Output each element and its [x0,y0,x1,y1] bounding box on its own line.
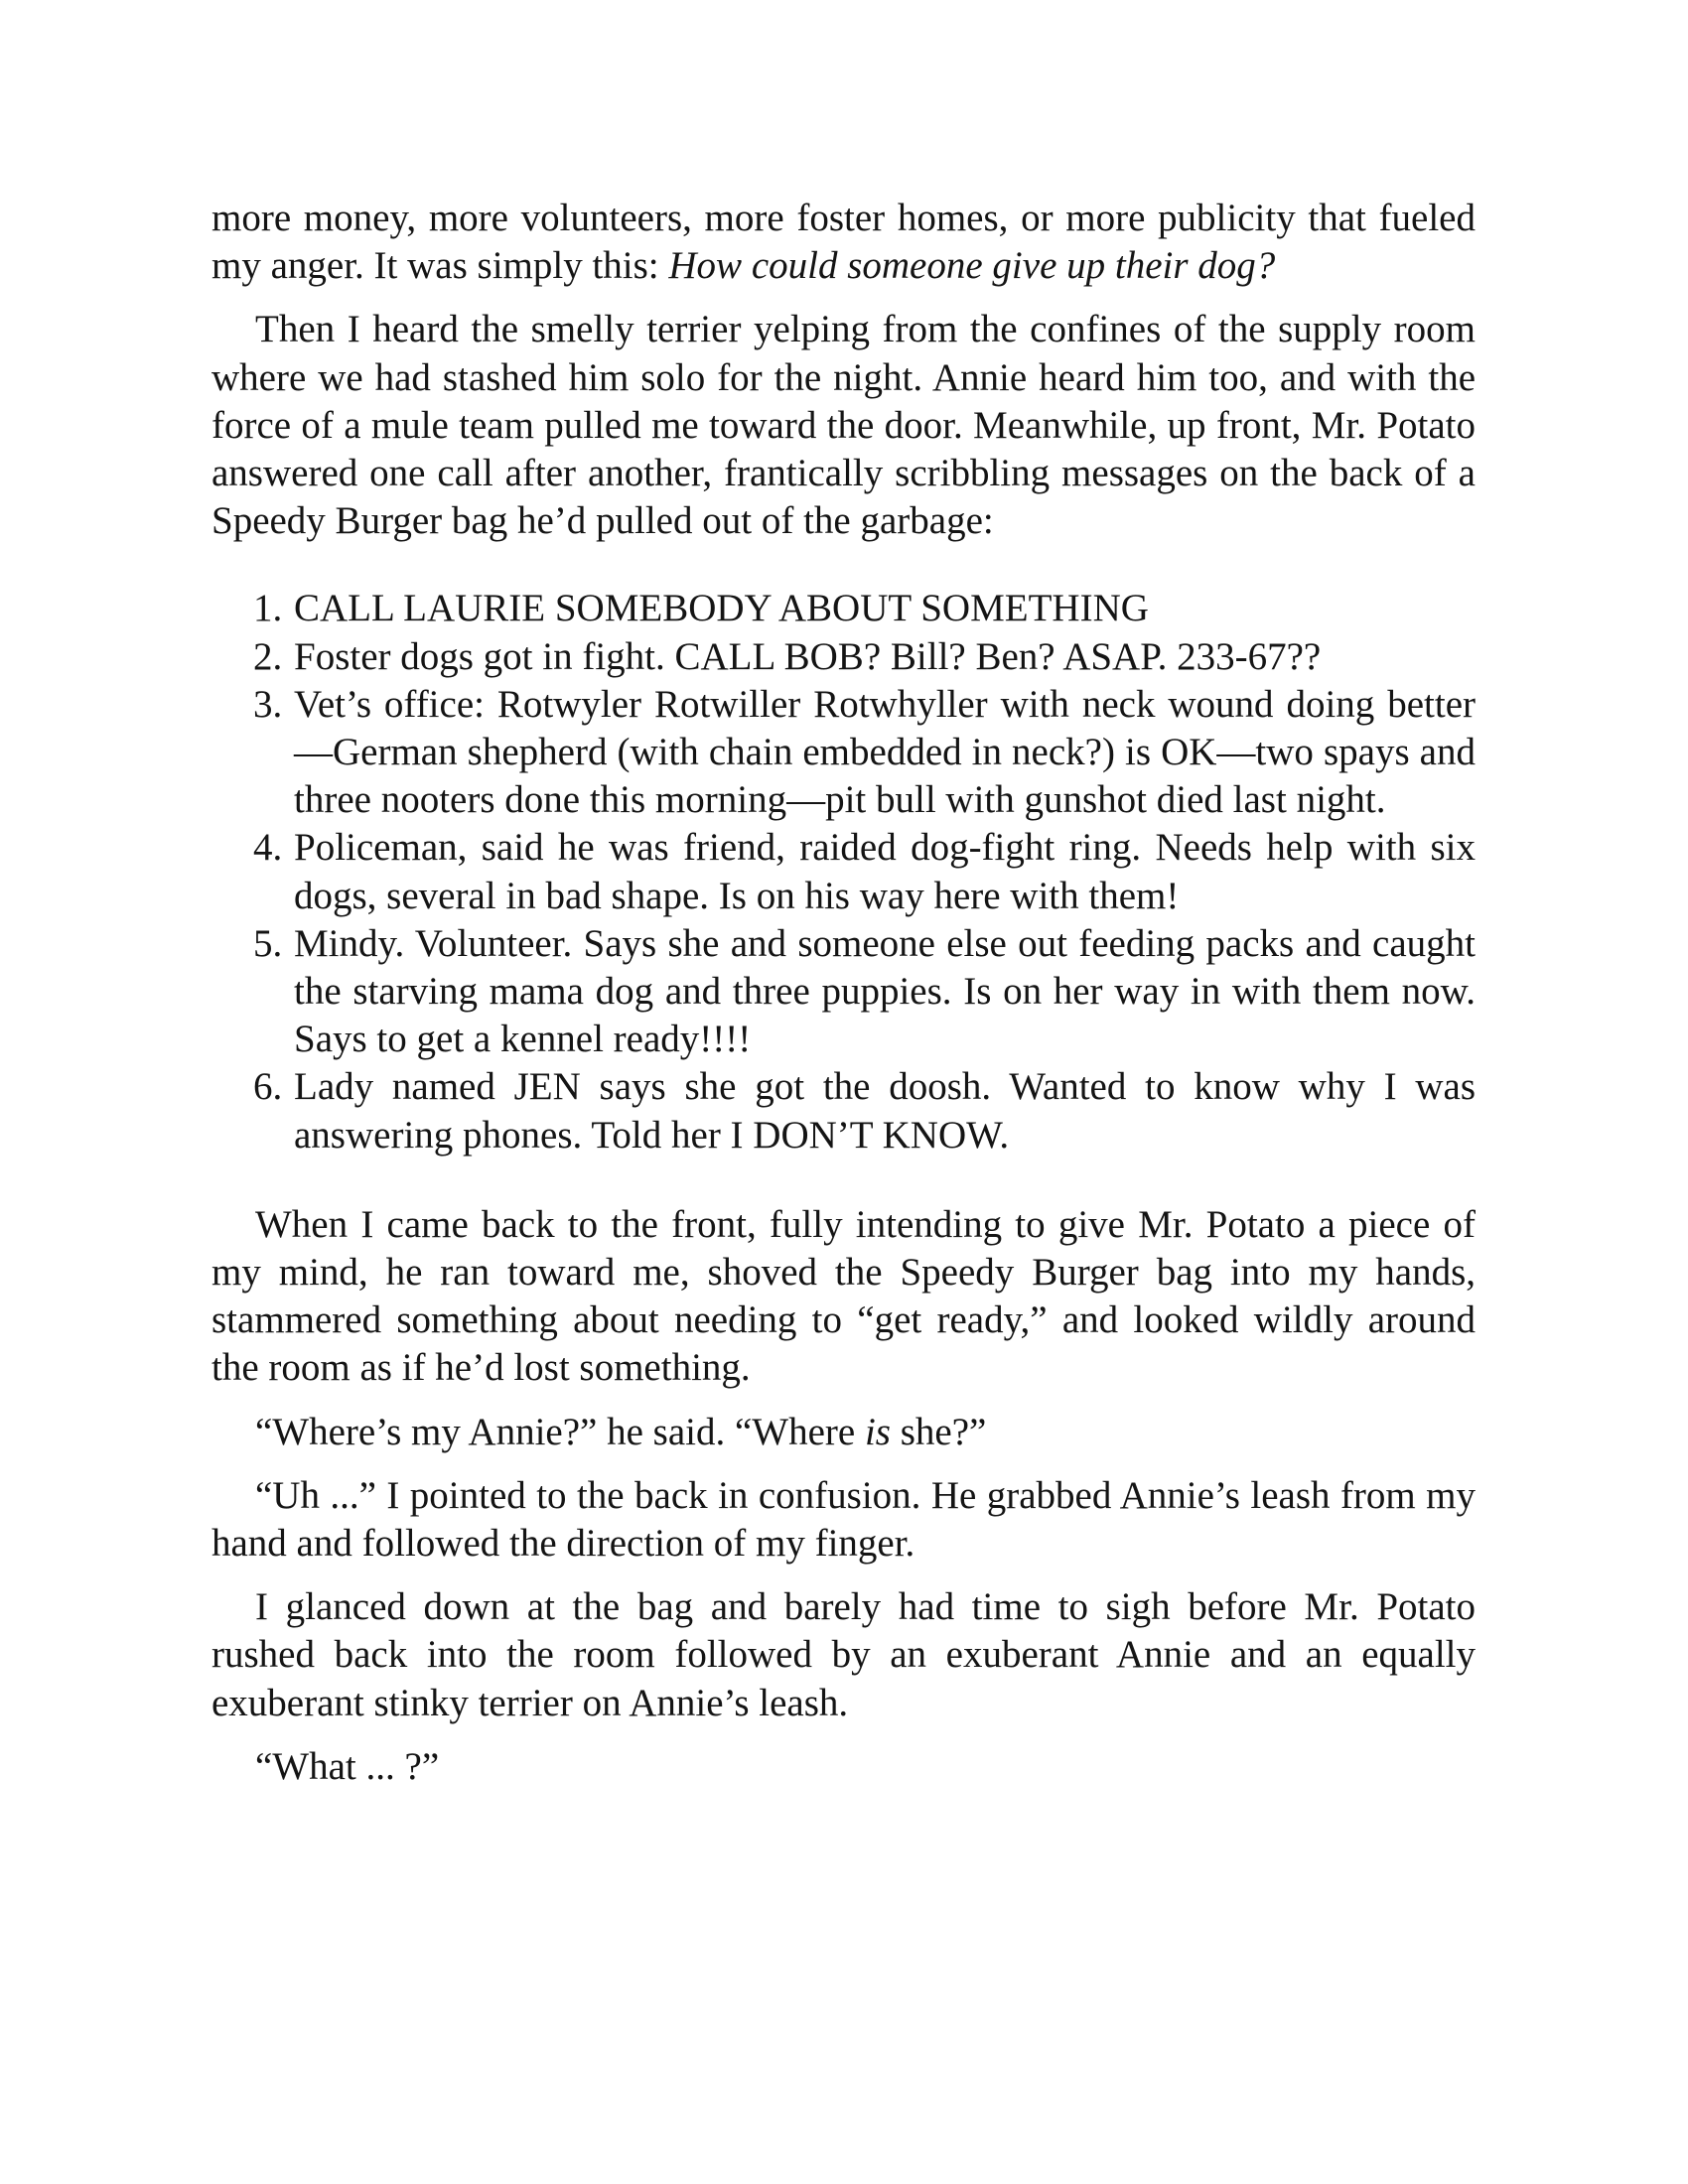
message-list [211,585,1476,1159]
list-item [211,1063,1476,1159]
paragraph [211,1201,1476,1393]
italic-text-run: How could someone give up their dog? [668,244,1276,288]
list-item [211,920,1476,1064]
text-run: she?” [890,1410,987,1453]
list-item-text: Foster dogs got in fight. CALL BOB? Bill? Ben? ASAP. 233-67?? [294,634,1322,678]
text-run: Then I heard the smelly terrier yelping from the confines of the supply room where we had stashed him solo for the night. Annie heard him too, and with the force of a mule team pulled me toward the door. Meanwhile, up front, Mr. Potato answered one call after another, frantically scribbling messages on the back of a Speedy Burger bag he’d pulled out of the garbage: [211,308,1476,543]
list-item-text: CALL LAURIE SOMEBODY ABOUT SOMETHING [294,587,1149,630]
list-item-number: 6. [253,1065,283,1109]
text-run: When I came back to the front, fully intending to give Mr. Potato a piece of my mind, he ran toward me, shoved the Speedy Burger bag into my hands, stammered something about needing to “get ready,” and looked wildly around the room as if he’d lost something. [211,1202,1476,1390]
list-item-number: 5. [253,921,283,965]
text-run: more money, more volunteers, more foster homes, or more publicity that fueled my anger. It was simply this: [211,197,1476,288]
list-item-number: 1. [253,587,283,630]
paragraph-continued [211,195,1476,290]
list-item [211,633,1476,681]
text-run: “Where’s my Annie?” he said. “Where [255,1410,865,1453]
paragraph-dialogue [211,1409,1476,1456]
list-item-number: 4. [253,826,283,870]
list-item-number: 2. [253,634,283,678]
book-page [211,195,1476,1807]
text-run: “Uh ...” I pointed to the back in confusion. He grabbed Annie’s leash from my hand and followed the direction of my finger. [211,1473,1476,1566]
list-item [211,824,1476,919]
italic-text-run: is [864,1410,891,1453]
paragraph [211,1472,1476,1568]
list-item-text: Policeman, said he was friend, raided dog-fight ring. Needs help with six dogs, several in bad shape. Is on his way here with them! [294,826,1476,917]
text-run: I glanced down at the bag and barely had time to sigh before Mr. Potato rushed back into the room followed by an exuberant Annie and an equally exuberant stinky terrier on Annie’s leash. [211,1585,1476,1724]
paragraph [211,1583,1476,1727]
list-item-text: Lady named JEN says she got the doosh. Wanted to know why I was answering phones. Told her I DON’T KNOW. [294,1065,1476,1157]
text-run: “What ... ?” [255,1744,440,1788]
list-item-number: 3. [253,682,283,726]
list-item-text: Mindy. Volunteer. Says she and someone else out feeding packs and caught the starving mama dog and three puppies. Is on her way in with them now. Says to get a kennel ready!!!! [294,921,1476,1061]
list-item-text: Vet’s office: Rotwyler Rotwiller Rotwhyller with neck wound doing better—German shepherd (with chain embedded in neck?) is OK—two spays and three nooters done this morning—pit bull with gunshot died last night. [294,682,1476,822]
paragraph-dialogue [211,1743,1476,1791]
list-item [211,681,1476,825]
list-item [211,585,1476,632]
paragraph [211,306,1476,545]
